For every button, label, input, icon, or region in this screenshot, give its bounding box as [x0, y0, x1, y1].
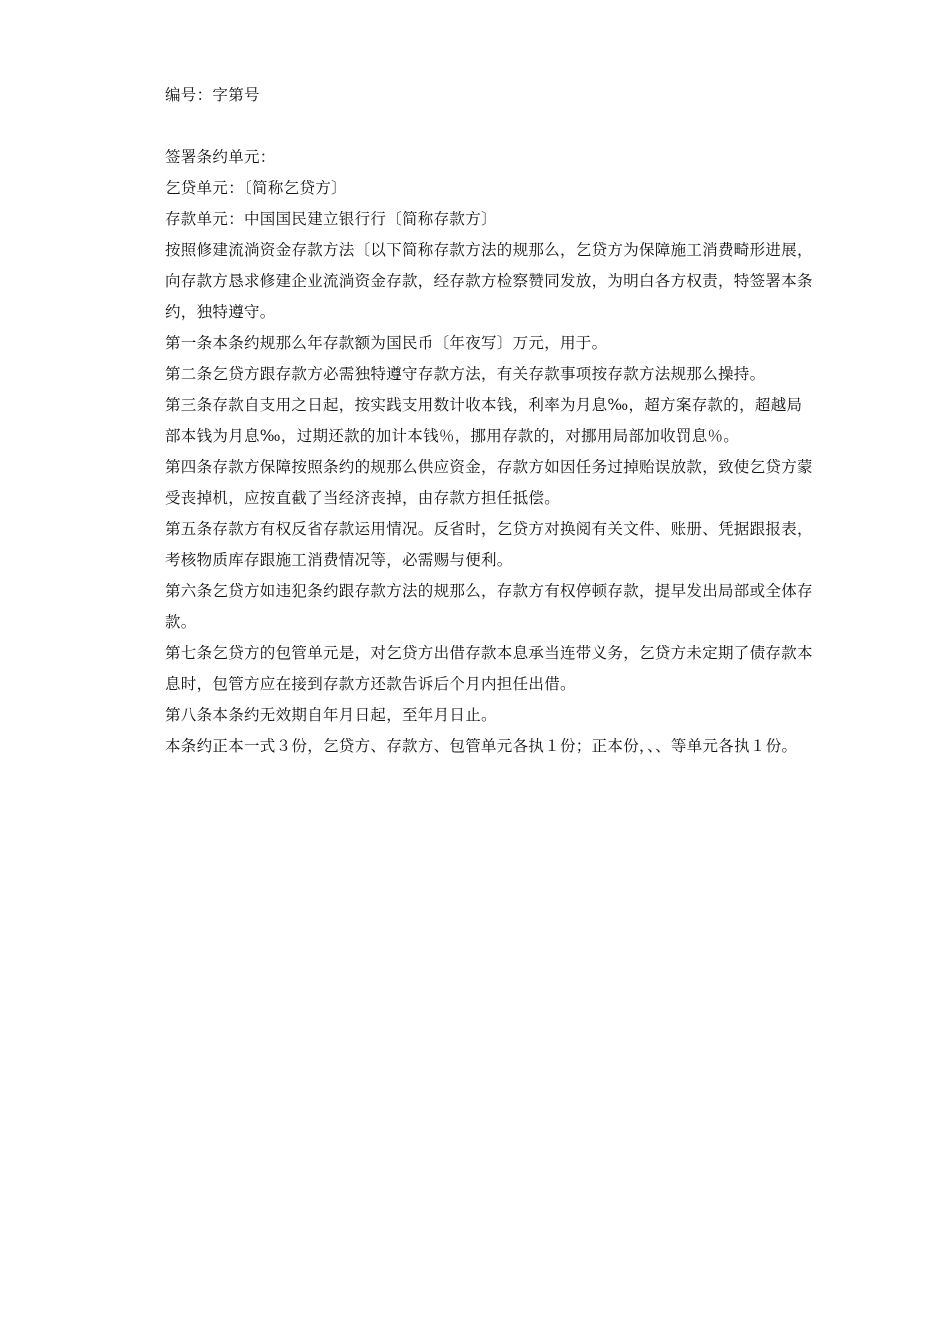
closing-paragraph: 本条约正本一式３份，乞贷方、存款方、包管单元各执１份；正本份，、、等单元各执１份。 — [165, 737, 798, 755]
article-7: 第七条乞贷方的包管单元是，对乞贷方出借存款本息承当连带义务，乞贷方未定期了债存款本息时，包管方应在接到存款方还款告诉后个月内担任出借。 — [165, 644, 813, 693]
article-8: 第八条本条约无效期自年月日起，至年月日止。 — [165, 706, 497, 724]
lender-line: 存款单元：中国国民建立银行行〔简称存款方〕 — [165, 210, 497, 228]
preamble-paragraph: 按照修建流淌资金存款方法〔以下简称存款方法的规那么，乞贷方为保障施工消费畸形进展，向存款方恳求修建企业流淌资金存款，经存款方检察赞同发放，为明白各方权责，特签署本条约，独特遵守。 — [165, 241, 813, 321]
article-6: 第六条乞贷方如违犯条约跟存款方法的规那么，存款方有权停顿存款，提早发出局部或全体存款。 — [165, 582, 813, 631]
borrower-line: 乞贷单元：〔简称乞贷方〕 — [165, 179, 347, 197]
blank-line — [165, 111, 813, 142]
article-2: 第二条乞贷方跟存款方必需独特遵守存款方法，有关存款事项按存款方法规那么操持。 — [165, 365, 766, 383]
article-4: 第四条存款方保障按照条约的规那么供应资金，存款方如因任务过掉贻误放款，致使乞贷方蒙受丧掉机，应按直截了当经济丧掉，由存款方担任抵偿。 — [165, 458, 813, 507]
parties-heading: 签署条约单元： — [165, 148, 276, 166]
article-3: 第三条存款自支用之日起，按实践支用数计收本钱，利率为月息‰，超方案存款的，超越局部本钱为月息‰，过期还款的加计本钱％，挪用存款的，对挪用局部加收罚息％。 — [165, 396, 803, 445]
document-number: 编号：字第号 — [165, 86, 260, 104]
article-1: 第一条本条约规那么年存款额为国民币〔年夜写〕万元，用于。 — [165, 334, 608, 352]
document-body — [165, 80, 813, 762]
article-5: 第五条存款方有权反省存款运用情况。反省时，乞贷方对换阅有关文件、账册、凭据跟报表，考核物质库存跟施工消费情况等，必需赐与便利。 — [165, 520, 813, 569]
